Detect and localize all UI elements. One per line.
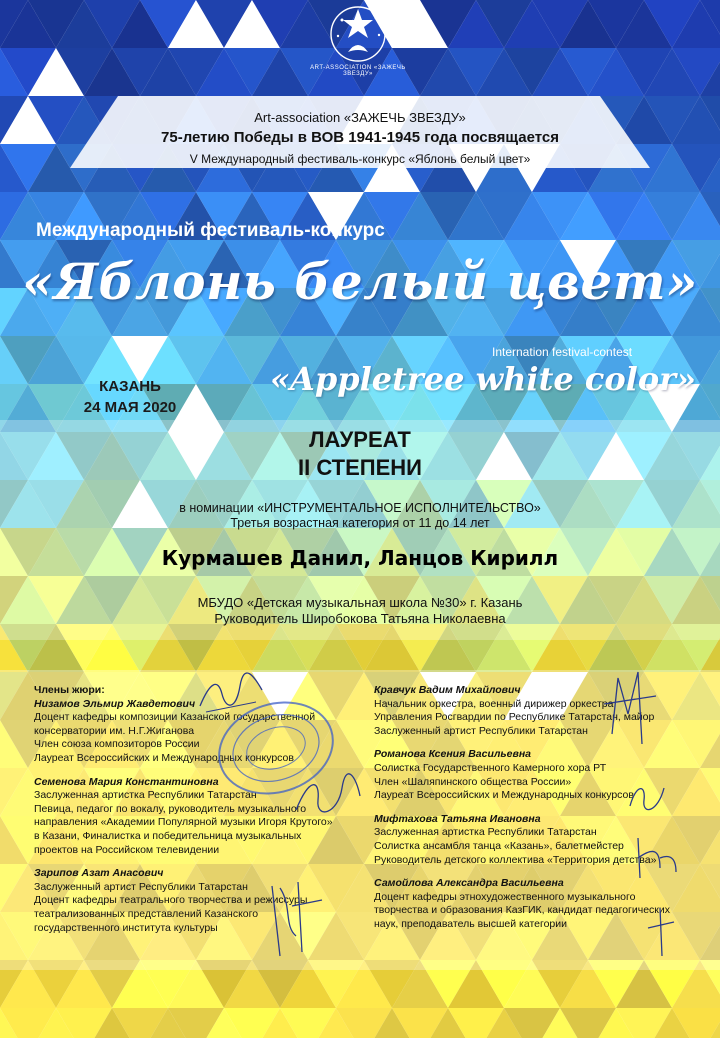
jury-member-line: консерватории им. Н.Г.Жиганова: [34, 724, 195, 737]
award-degree: II СТЕПЕНИ: [298, 455, 422, 480]
jury-member-line: Лауреат Всероссийских и Международных конкурсов: [374, 789, 634, 802]
winner-names: Курмашев Данил, Ланцов Кирилл: [161, 546, 559, 570]
signature-6: [630, 828, 684, 888]
jury-member-line: наук, преподаватель высшей категории: [374, 917, 567, 930]
jury-label: Члены жюри:: [34, 684, 105, 696]
jury-member-line: Заслуженный артист Республики Татарстан: [374, 724, 588, 737]
jury-member-line: Член «Шаляпинского общества России»: [374, 775, 572, 788]
jury-member-name: Кравчук Вадим Михайлович: [374, 684, 521, 696]
event-city: КАЗАНЬ: [99, 378, 161, 395]
jury-member-line: театрализованных представлений Казанского: [34, 907, 259, 920]
award-title: ЛАУРЕАТ: [309, 427, 411, 452]
signature-2: [290, 770, 364, 820]
festival-title-en: «Appletree white color»: [270, 360, 697, 398]
dedication-line: 75-летию Победы в ВОВ 1941-1945 года посвящается: [161, 129, 559, 146]
jury-member-line: Солистка ансамбля танца «Казань», балетмейстер: [374, 839, 624, 852]
nomination: в номинации «ИНСТРУМЕНТАЛЬНОЕ ИСПОЛНИТЕЛЬСТВО»: [179, 501, 541, 515]
jury-member-line: Заслуженная артистка Республики Татарстан: [374, 826, 597, 839]
signature-1: [196, 672, 266, 716]
jury-member-line: Доцент кафедры этнохудожественного музыкального: [374, 890, 636, 903]
jury-member-line: направления «Академии Популярной музыки Игоря Крутого»: [34, 816, 333, 829]
signature-3: [262, 876, 328, 962]
signature-4: [598, 664, 662, 750]
jury-member-name: Самойлова Александра Васильевна: [374, 877, 564, 890]
jury-member-line: Певица, педагог по вокалу, руководитель музыкального: [34, 802, 307, 815]
jury-member-line: Заслуженная артистка Республики Татарстан: [34, 789, 257, 802]
festival-line: V Международный фестиваль-конкурс «Яблонь белый цвет»: [189, 152, 531, 166]
association-name: Art-association «ЗАЖЕЧЬ ЗВЕЗДУ»: [254, 110, 466, 125]
jury-member-line: Член союза композиторов России: [34, 738, 200, 751]
jury-member-line: Руководитель детского коллектива «Территория детства»: [374, 853, 657, 866]
event-date: 24 МАЯ 2020: [83, 399, 177, 416]
jury-member-line: Доцент кафедры композиции Казанской государственной: [34, 711, 316, 724]
jury-member-line: Заслуженный артист Республики Татарстан: [34, 880, 248, 893]
jury-member: [374, 877, 670, 931]
logo-label: ART-ASSOCIATION «ЗАЖЕЧЬ ЗВЕЗДУ»: [310, 65, 406, 77]
jury-member-line: Управления Росгвардии по Республике Татарстан, майор: [374, 711, 655, 724]
jury-member-name: Зарипов Азат Анасович: [34, 867, 164, 880]
jury-member-line: Лауреат Всероссийских и Международных конкурсов: [34, 751, 294, 764]
star-figure-icon: [322, 2, 394, 72]
association-logo: [310, 2, 406, 77]
jury-member-line: Доцент кафедры театрального творчества и режиссуры: [34, 894, 308, 907]
jury-member-line: в Казани, Финалистка и победительница музыкальных: [34, 829, 302, 842]
jury-member-name: Мифтахова Татьяна Ивановна: [374, 812, 541, 825]
jury-member-line: проектов на Российском телевидении: [34, 843, 220, 856]
school-name: МБУДО «Детская музыкальная школа №30» г. Казань: [197, 595, 523, 610]
jury-member: [374, 813, 670, 867]
jury-member-line: государственного института культуры: [34, 921, 218, 934]
age-category: Третья возрастная категория от 11 до 14 лет: [230, 516, 490, 530]
jury-member-name: Низамов Эльмир Жавдетович: [34, 697, 196, 710]
signature-5: [624, 776, 672, 818]
jury-member-name: Романова Ксения Васильевна: [374, 748, 531, 761]
jury-member-name: Семенова Мария Константиновна: [34, 775, 219, 788]
festival-subtitle-ru: Международный фестиваль-конкурс: [36, 220, 385, 241]
festival-title-ru: «Яблонь белый цвет»: [22, 252, 698, 311]
supervisor-name: Руководитель Широбокова Татьяна Николаевна: [214, 611, 506, 626]
jury-member-line: Начальник оркестра, военный дирижер оркестра: [374, 697, 614, 710]
festival-subtitle-en: Internation festival-contest: [492, 345, 633, 359]
jury-member-line: Солистка Государственного Камерного хора РТ: [374, 761, 607, 774]
jury-member-line: творчества и образования КазГИК, кандидат педагогических: [374, 904, 671, 917]
signature-7: [640, 904, 680, 960]
